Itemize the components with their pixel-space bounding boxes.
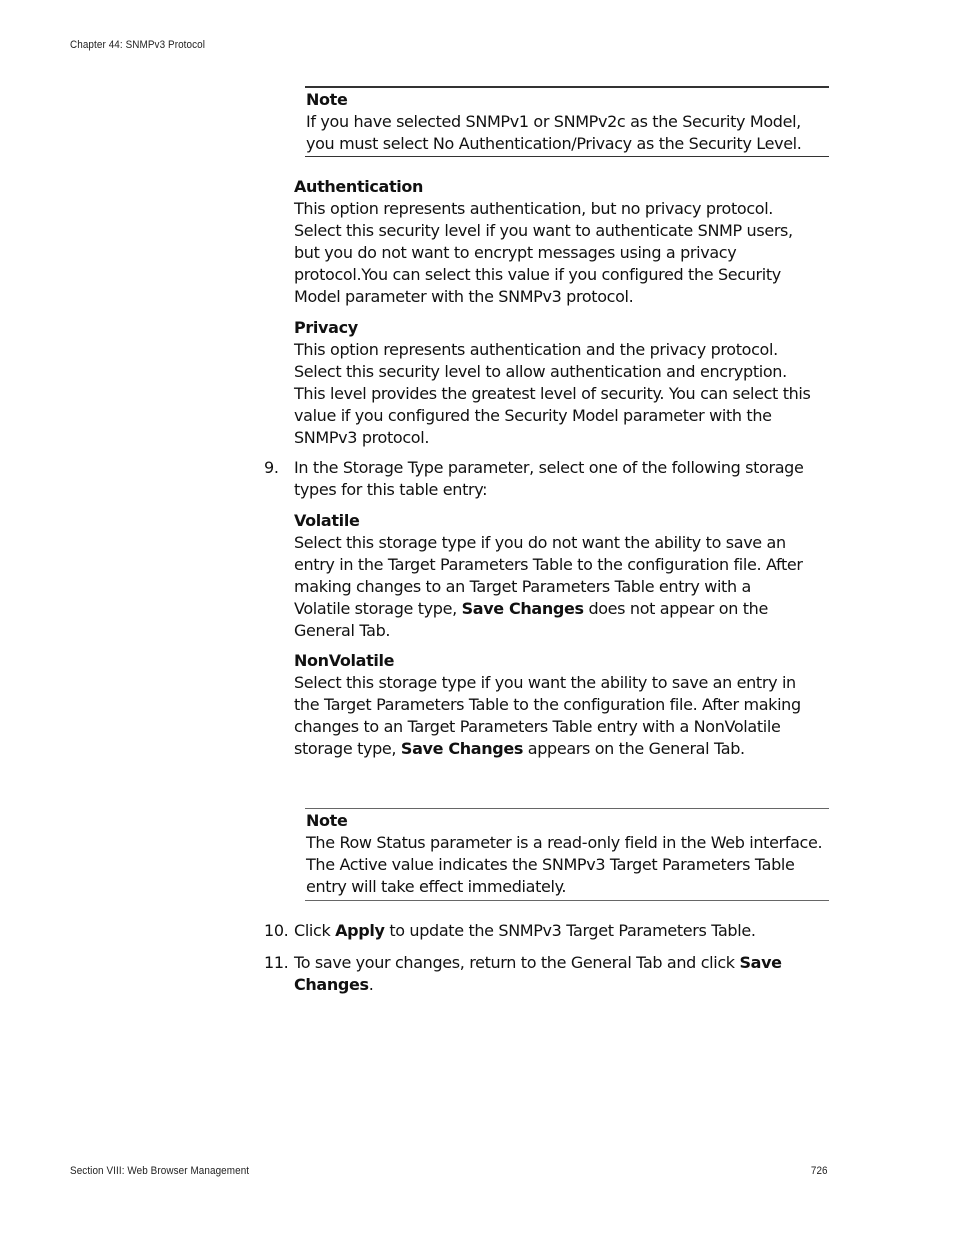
note-title: Note bbox=[306, 811, 348, 830]
step-text: In the Storage Type parameter, select one of the following storage types for this table entry: bbox=[294, 458, 804, 499]
running-footer: Section VIII: Web Browser Management bbox=[70, 1165, 250, 1177]
save-changes-label: Save Changes bbox=[294, 953, 782, 994]
step-text: To save your changes, return to the General Tab and click Save Changes. bbox=[294, 953, 782, 994]
definition-text: This option represents authentication and the privacy protocol. Select this security level to allow authentication and encryption. This level provides the greatest level of security. You can select this value if you configured the Security Model parameter with the SNMPv3 protocol. bbox=[294, 339, 811, 447]
definition-volatile bbox=[294, 510, 804, 641]
note-box bbox=[305, 86, 829, 157]
apply-label: Apply bbox=[335, 921, 385, 940]
definition-title: NonVolatile bbox=[294, 651, 395, 670]
definition-authentication bbox=[294, 176, 814, 307]
note-title: Note bbox=[306, 90, 348, 109]
definition-text: This option represents authentication, but no privacy protocol. Select this security level if you want to authenticate SNMP users, but you do not want to encrypt messages using a privacy protocol.You can select this value if you configured the Security Model parameter with the SNMPv3 protocol. bbox=[294, 198, 793, 306]
definition-title: Volatile bbox=[294, 511, 360, 530]
step-text: Click Apply to update the SNMPv3 Target Parameters Table. bbox=[294, 921, 756, 940]
note-text: If you have selected SNMPv1 or SNMPv2c as the Security Model, you must select No Authentication/Privacy as the Security Level. bbox=[306, 111, 802, 153]
note-box bbox=[305, 808, 829, 901]
page-number: 726 bbox=[811, 1165, 828, 1177]
definition-title: Privacy bbox=[294, 318, 358, 337]
running-header: Chapter 44: SNMPv3 Protocol bbox=[70, 39, 206, 51]
step-number: 10. bbox=[264, 921, 289, 940]
definition-privacy bbox=[294, 317, 814, 448]
step-number: 9. bbox=[264, 458, 279, 477]
definition-nonvolatile bbox=[294, 650, 804, 760]
save-changes-label: Save Changes bbox=[400, 738, 524, 758]
step-number: 11. bbox=[264, 953, 289, 972]
definition-text: Select this storage type if you do not want the ability to save an entry in the Target Parameters Table to the configuration file. After making changes to an Target Parameters Table entry with a Volatile storage type, Save Changes does not appear on the General Tab. bbox=[294, 532, 803, 640]
step-11 bbox=[264, 952, 804, 996]
definition-text: Select this storage type if you want the ability to save an entry in the Target Parameters Table to the configuration file. After making changes to an Target Parameters Table entry with a NonVolatile storage type, Save Changes appears on the General Tab. bbox=[294, 672, 801, 758]
note-text: The Row Status parameter is a read-only field in the Web interface. The Active value indicates the SNMPv3 Target Parameters Table entry will take effect immediately. bbox=[306, 832, 823, 896]
step-10 bbox=[264, 920, 824, 942]
definition-title: Authentication bbox=[294, 177, 424, 196]
save-changes-label: Save Changes bbox=[461, 598, 584, 618]
step-9 bbox=[264, 457, 814, 501]
